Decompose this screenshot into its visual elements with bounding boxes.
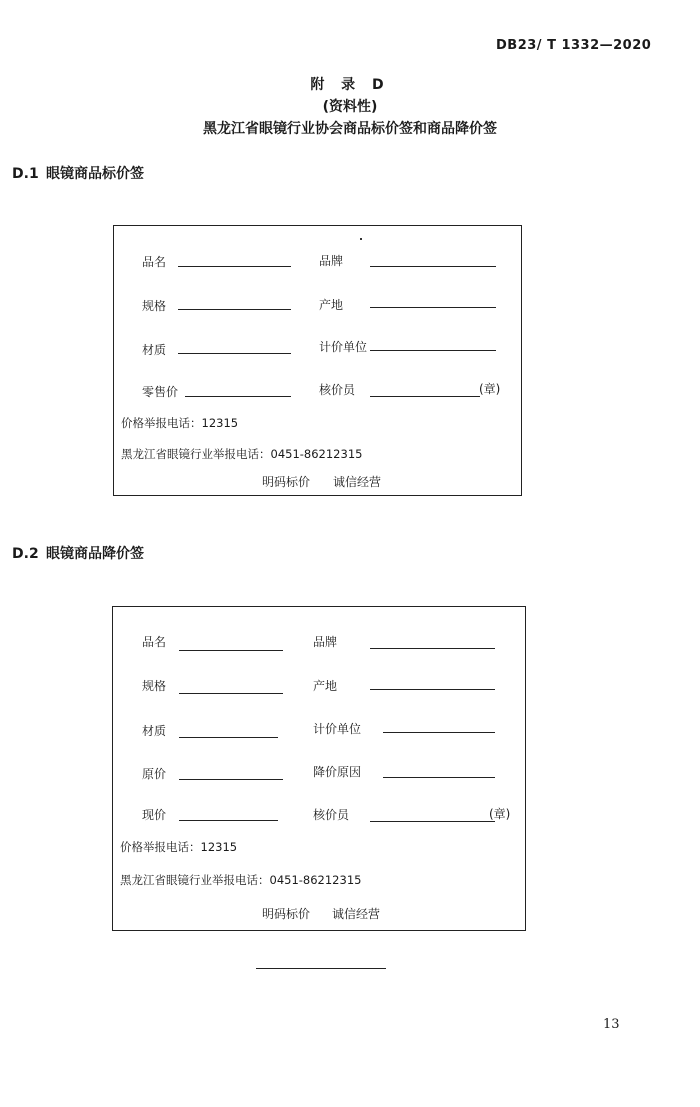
discount-tag-form [112, 606, 526, 931]
field-line-origin[interactable] [370, 307, 496, 308]
field-label-checker: 核价员 [313, 808, 350, 822]
field-label-origin: 产地 [313, 679, 338, 693]
field-label-spec: 规格 [142, 679, 167, 693]
end-divider [256, 968, 386, 969]
field-line-retail-price[interactable] [185, 396, 291, 397]
seal-mark: (章) [479, 382, 501, 396]
field-line-checker[interactable] [370, 396, 480, 397]
association-hotline: 黑龙江省眼镜行业举报电话：0451-86212315 [121, 447, 363, 461]
appendix-label: 附 录 D [310, 77, 390, 93]
section-title: 眼镜商品降价签 [46, 546, 144, 562]
field-label-spec: 规格 [142, 299, 167, 313]
field-line-name[interactable] [179, 650, 283, 651]
field-line-material[interactable] [179, 737, 278, 738]
slogan-honest-business: 诚信经营 [333, 475, 382, 489]
field-line-brand[interactable] [370, 266, 496, 267]
speck [360, 238, 362, 240]
field-line-original-price[interactable] [179, 779, 283, 780]
field-line-spec[interactable] [178, 309, 291, 310]
field-label-material: 材质 [142, 343, 167, 357]
slogan-clear-pricing: 明码标价 [262, 475, 311, 489]
association-hotline: 黑龙江省眼镜行业举报电话：0451-86212315 [120, 873, 362, 887]
field-line-checker[interactable] [370, 821, 495, 822]
field-line-brand[interactable] [370, 648, 495, 649]
field-label-reduction-reason: 降价原因 [313, 765, 362, 779]
price-hotline: 价格举报电话：12315 [121, 416, 239, 430]
field-label-unit: 计价单位 [319, 340, 368, 354]
section-number: D.2 [12, 546, 39, 562]
field-line-current-price[interactable] [179, 820, 278, 821]
document-code: DB23/ T 1332—2020 [496, 38, 652, 53]
section-title: 眼镜商品标价签 [46, 166, 144, 182]
field-label-material: 材质 [142, 724, 167, 738]
field-label-checker: 核价员 [319, 383, 356, 397]
slogan-honest-business: 诚信经营 [332, 907, 381, 921]
field-label-brand: 品牌 [319, 254, 344, 268]
field-label-original-price: 原价 [142, 767, 167, 781]
price-tag-form [113, 225, 522, 496]
appendix-nature: (资料性) [322, 99, 378, 115]
page-number: 13 [603, 1017, 620, 1032]
slogan-clear-pricing: 明码标价 [262, 907, 311, 921]
field-label-current-price: 现价 [142, 808, 167, 822]
field-line-reduction-reason[interactable] [383, 777, 495, 778]
appendix-title: 黑龙江省眼镜行业协会商品标价签和商品降价签 [203, 121, 497, 137]
section-heading-d1 [12, 163, 144, 183]
field-line-unit[interactable] [383, 732, 495, 733]
field-label-origin: 产地 [319, 298, 344, 312]
price-hotline: 价格举报电话：12315 [120, 840, 238, 854]
field-label-name: 品名 [142, 255, 167, 269]
field-line-material[interactable] [178, 353, 291, 354]
field-label-retail-price: 零售价 [142, 385, 179, 399]
field-line-unit[interactable] [370, 350, 496, 351]
field-line-spec[interactable] [179, 693, 283, 694]
field-label-brand: 品牌 [313, 635, 338, 649]
field-label-name: 品名 [142, 635, 167, 649]
field-line-origin[interactable] [370, 689, 495, 690]
section-heading-d2 [12, 543, 144, 563]
field-label-unit: 计价单位 [313, 722, 362, 736]
field-line-name[interactable] [178, 266, 291, 267]
seal-mark: (章) [489, 807, 511, 821]
section-number: D.1 [12, 166, 39, 182]
